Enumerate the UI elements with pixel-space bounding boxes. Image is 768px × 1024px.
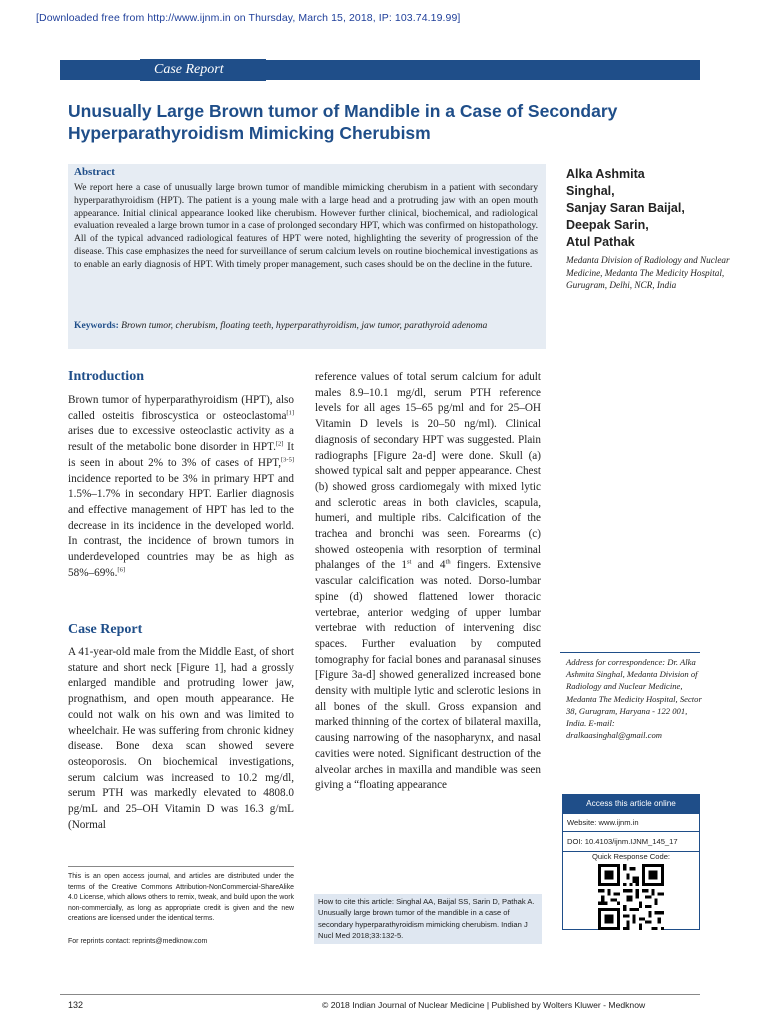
title-line-2: Hyperparathyroidism Mimicking Cherubism <box>68 123 431 143</box>
page-number: 132 <box>68 1000 84 1010</box>
column-2-text <box>315 370 541 794</box>
intro-p2: arises due to excessive osteoclastic activity as a result of the metabolic bone disorder in HPT. <box>68 425 294 454</box>
footer-divider <box>60 994 700 995</box>
intro-p3: It is seen in about 2% to 3% of cases of HPT, <box>68 441 294 469</box>
sup-st: st <box>406 558 412 566</box>
doi-link[interactable]: DOI: 10.4103/ijnm.IJNM_145_17 <box>562 832 700 852</box>
qr-code-icon[interactable] <box>598 864 664 930</box>
sup-th: th <box>445 558 451 566</box>
download-line: [Downloaded free from http://www.ijnm.in on Thursday, March 15, 2018, IP: 103.74.19.99] <box>36 12 461 24</box>
case-report-text: A 41-year-old male from the Middle East, of short stature and short neck [Figure 1], had a grossly enlarged mandible and protruding lower jaw, prognathism, and open mouth appearance. He could not walk on his own and was limited to wheelchair. He was suffering from chronic kidney disease. Bone dexa scan showed severe osteoporosis. On biochemical investigations, serum calcium was increased to 10.2 mg/dl, serum PTH was markedly elevated to 4808.0 pg/mL and 25–OH Vitamin D was 16.3 g/mL (Normal <box>68 646 294 831</box>
col2-t1: reference values of total serum calcium for adult males 8.9–10.1 mg/dl, serum PTH reference levels for all ages 15–65 pg/ml and for 25–OH Vitamin D levels is 20–50 ng/ml). Clinical diagnosis of secondary HPT was suggested. Plain radiographs [Figure 2a-d] were done. Skull (a) showed typical salt and pepper appearance. Chest (b) showed gross cardiomegaly with mixed lytic and sclerotic areas in both clavicles, scapula, humeri, and multiple ribs. Calcification of the trachea and bronchi was seen. Forearms (c) showed osteopenia with resorption of terminal phalanges of the 1 <box>315 371 541 572</box>
intro-heading: Introduction <box>68 369 144 384</box>
affiliation: Medanta Division of Radiology and Nuclear Medicine, Medanta The Medicity Hospital, Gurugram, Delhi, NCR, India <box>566 255 730 290</box>
author-line: Singhal, <box>566 184 615 198</box>
author-line: Alka Ashmita <box>566 167 645 181</box>
ref-3: [3-5] <box>281 456 294 464</box>
access-heading: Access this article online <box>562 794 700 814</box>
footnote-divider <box>68 866 294 867</box>
keywords-text: Brown tumor, cherubism, floating teeth, hyperparathyroidism, jaw tumor, parathyroid adenoma <box>121 320 488 331</box>
case-report-heading: Case Report <box>68 622 143 637</box>
citation-text: How to cite this article: Singhal AA, Baijal SS, Sarin D, Pathak A. Unusually large brown tumor of the mandible in a case of secondary hyperparathyroidism mimicking cherubism. Indian J Nucl Med 2018;33:132-5. <box>318 897 535 940</box>
author-line: Sanjay Saran Baijal, <box>566 201 685 215</box>
website-link[interactable]: Website: www.ijnm.in <box>562 814 700 832</box>
section-label: Case Report <box>140 59 266 81</box>
article-title <box>68 100 668 144</box>
reprints-contact: For reprints contact: reprints@medknow.com <box>68 938 208 945</box>
intro-p4: incidence reported to be 3% in primary HPT and 1.5%–1.7% in secondary HPT. Earlier diagnosis and effective management of HPT has led to the decrease in its incidence in the developed world. In contrast, the incidence of brown tumors in underdeveloped countries may be as high as 58%–69%. <box>68 472 294 579</box>
ref-4: [6] <box>117 566 125 573</box>
col2-t3: fingers. Extensive vascular calcification was noted. Dorso-lumbar spine (d) showed flattened lower thoracic vertebrae, anterior wedging of upper lumbar vertebrae with reduction of intervening disc spaces. Further evaluation by computed tomography for facial bones and paranasal sinuses [Figure 3a-d] showed generalized increased bone density with multiple lytic and sclerotic lesions in all bones of the skull. Gross expansion and marked thinning of the cortex of bilateral maxilla, causing narrowing of the nasopharynx, and nasal cavities were noted. Significant destruction of the alveolar arches in maxilla and mandible was seen giving a “floating appearance <box>315 559 541 792</box>
author-line: Atul Pathak <box>566 235 635 249</box>
abstract-heading: Abstract <box>74 166 115 178</box>
qr-label: Quick Response Code: <box>591 852 671 861</box>
keywords <box>74 320 538 333</box>
intro-text <box>68 393 294 581</box>
keywords-label: Keywords: <box>74 320 119 331</box>
correspondence-address: Address for correspondence: Dr. Alka Ashmita Singhal, Medanta Division of Radiology and Nuclear Medicine, Medanta The Medicity Hospital, Sector 38, Gurugram, Haryana - 122 001, India. E-mail: dralkaasinghal@gmail.com <box>566 657 702 741</box>
ref-2: [2] <box>275 440 284 448</box>
license-text: This is an open access journal, and articles are distributed under the terms of the Creative Commons Attribution-NonCommercial-ShareAlike 4.0 License, which allows others to remix, tweak, and build upon the work non-commercially, as long as appropriate credit is given and the new creations are licensed under the identical terms. <box>68 873 294 922</box>
ref-1: [1] <box>286 408 294 416</box>
copyright-line: © 2018 Indian Journal of Nuclear Medicine | Published by Wolters Kluwer - Medknow <box>322 1000 646 1010</box>
correspondence-divider <box>560 652 700 653</box>
author-line: Deepak Sarin, <box>566 218 649 232</box>
title-line-1: Unusually Large Brown tumor of Mandible in a Case of Secondary <box>68 101 618 121</box>
abstract-text: We report here a case of unusually large brown tumor of mandible mimicking cherubism in a patient with secondary hyperparathyroidism (HPT). The patient is a young male with a large head and a protruding jaw with an open mouth appearance. Initial clinical appearance looked like cherubism. However further clinical, biochemical, and radiological evaluation revealed a large brown tumor in a case of prolonged secondary HPT, which was confirmed on histopathology. All of the typical advanced radiological features of HPT were noted, highlighting the severity of progression of the disease. This case emphasizes the need for surveillance of serum calcium levels on routine biochemical investigations as to enable an early diagnosis of HPT. With timely proper management, such cases should be on the decline in the future. <box>74 182 538 270</box>
author-list <box>566 166 746 251</box>
col2-t2: and 4 <box>411 559 446 572</box>
intro-p1: Brown tumor of hyperparathyroidism (HPT), also called osteitis fibroscystica or osteoclastoma <box>68 394 294 422</box>
